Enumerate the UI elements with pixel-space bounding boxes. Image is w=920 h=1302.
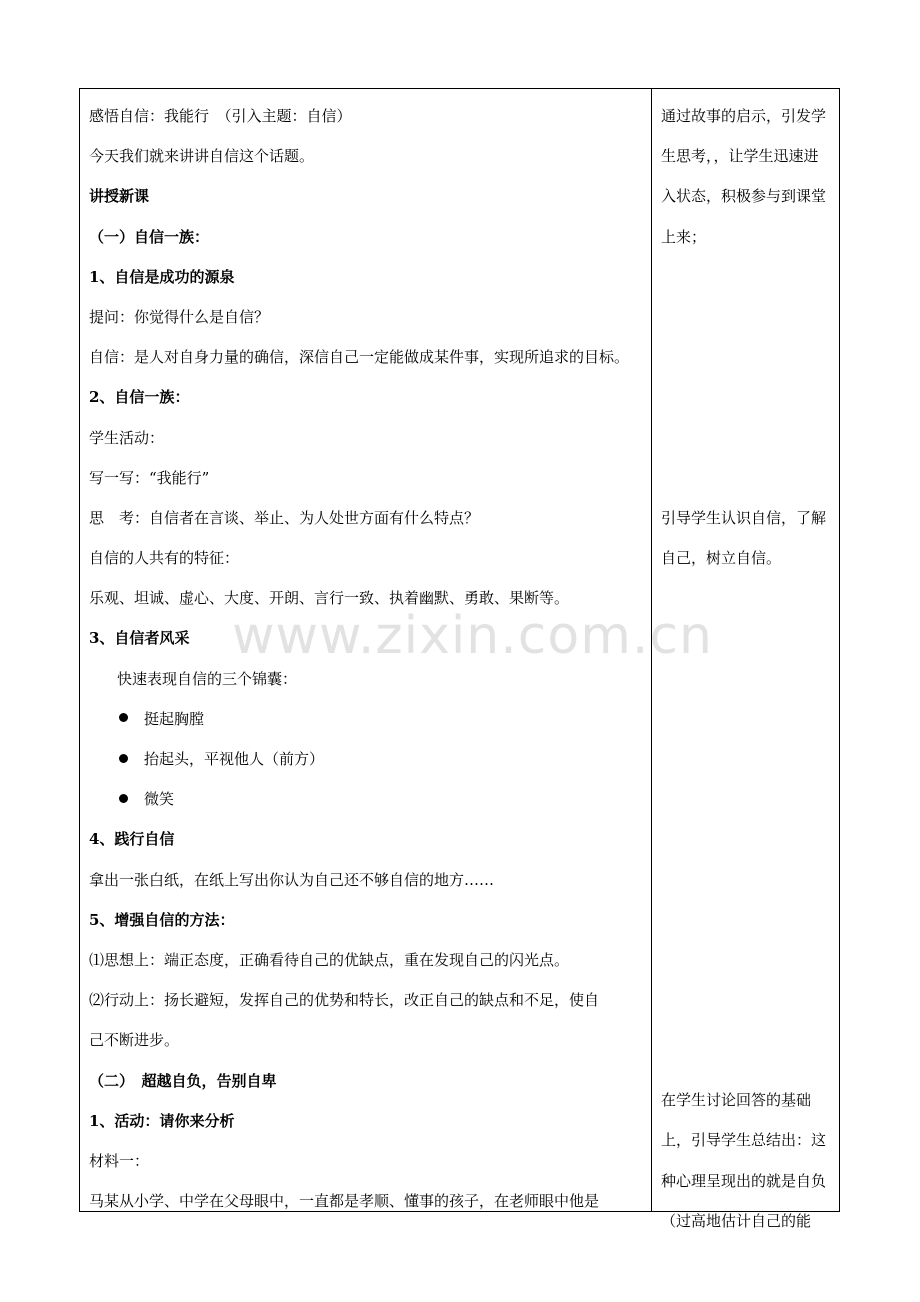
bullet-dot-icon xyxy=(119,794,128,803)
question-line: 提问：你觉得什么是自信？ xyxy=(89,307,270,326)
traits-label: 自信的人共有的特征： xyxy=(89,549,240,568)
method-line: ⑵行动上：扬长避短，发挥自己的优势和特长，改正自己的缺点和不足，使自 xyxy=(89,991,600,1010)
bullet-dot-icon xyxy=(119,713,128,722)
material-label: 材料一： xyxy=(89,1151,150,1170)
method-line-cont: 己不断进步。 xyxy=(89,1031,180,1050)
intent-line: 上来； xyxy=(661,227,707,246)
intent-line: 生思考，，让学生迅速进 xyxy=(661,147,819,166)
intent-line: 上，引导学生总结出：这 xyxy=(661,1131,827,1150)
tips-label: 快速表现自信的三个锦囊： xyxy=(117,669,298,688)
intent-line: 种心理呈现出的就是自负 xyxy=(661,1171,827,1190)
intro-line: 感悟自信：我能行 （引入主题：自信） xyxy=(89,107,352,125)
point-heading: 4、践行自信 xyxy=(89,830,175,849)
write-line: 写一写：“我能行” xyxy=(89,468,210,487)
watermark: www.zixin.com.cn xyxy=(232,606,713,666)
definition-line: 自信：是人对自身力量的确信，深信自己一定能做成某件事，实现所追求的目标。 xyxy=(89,348,630,367)
method-line: ⑴思想上：端正态度，正确看待自己的优缺点，重在发现自己的闪光点。 xyxy=(89,950,570,969)
intent-line: （过高地估计自己的能 xyxy=(661,1211,812,1230)
bullet-item xyxy=(89,779,649,819)
bullet-text: 挺起胸膛 xyxy=(144,709,205,728)
bullet-item xyxy=(89,739,649,779)
bullet-item xyxy=(89,699,649,739)
intent-line: 在学生讨论回答的基础 xyxy=(661,1091,812,1110)
subsection-heading: （二） 超越自负，告别自卑 xyxy=(89,1071,277,1090)
material-line: 马某从小学、中学在父母眼中，一直都是孝顺、懂事的孩子，在老师眼中他是 xyxy=(89,1192,600,1211)
point-heading: 1、自信是成功的源泉 xyxy=(89,267,235,286)
point-heading: 3、自信者风采 xyxy=(89,629,190,648)
think-line: 思 考：自信者在言谈、举止、为人处世方面有什么特点？ xyxy=(89,508,480,527)
activity-line: 学生活动： xyxy=(89,428,165,447)
subsection-heading: （一）自信一族： xyxy=(89,227,210,246)
traits-line: 乐观、坦诚、虚心、大度、开朗、言行一致、执着幽默、勇敢、果断等。 xyxy=(89,589,570,608)
intent-line: 入状态，积极参与到课堂 xyxy=(661,187,827,206)
intent-line: 自己，树立自信。 xyxy=(661,548,782,567)
bullet-text: 微笑 xyxy=(144,790,175,809)
point-heading: 5、增强自信的方法： xyxy=(89,910,235,929)
point-heading: 2、自信一族： xyxy=(89,388,190,407)
topic-line: 今天我们就来讲讲自信这个话题。 xyxy=(89,147,315,166)
intent-line: 引导学生认识自信，了解 xyxy=(661,508,827,527)
point-heading: 1、活动：请你来分析 xyxy=(89,1111,235,1130)
design-intent-column xyxy=(661,96,841,1241)
practice-line: 拿出一张白纸，在纸上写出你认为自己还不够自信的地方…… xyxy=(89,870,495,889)
intent-line: 通过故事的启示，引发学 xyxy=(661,107,827,125)
section-heading: 讲授新课 xyxy=(89,187,150,206)
bullet-text: 抬起头，平视他人（前方） xyxy=(144,750,325,768)
bullet-dot-icon xyxy=(119,754,128,763)
